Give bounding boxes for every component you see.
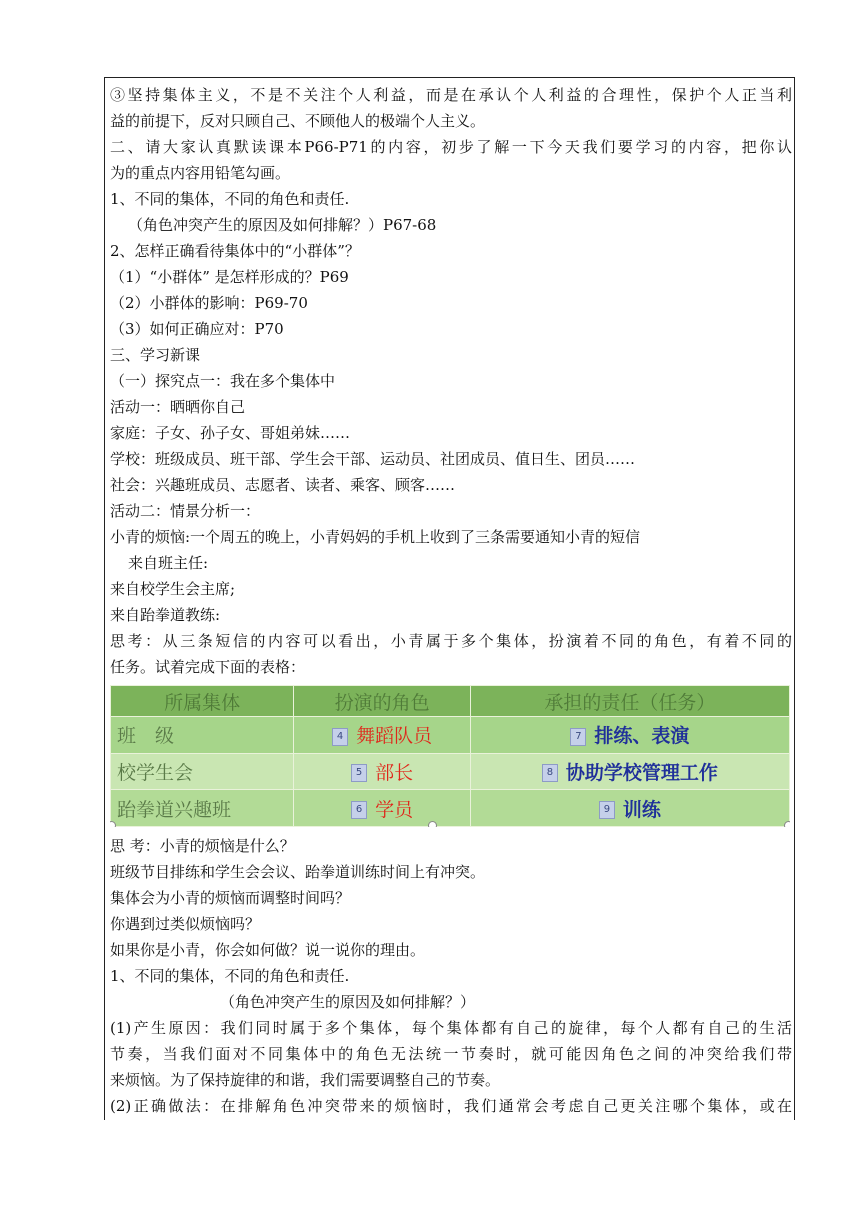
text-line: 来自校学生会主席; <box>110 580 236 598</box>
resize-handle <box>110 821 116 827</box>
text-line: 二、请大家认真默读课本P66-P71的内容，初步了解一下今天我们要学习的内容，把你认 <box>110 138 792 156</box>
text-line: 活动一：晒晒你自己 <box>110 398 246 416</box>
text-line: （1）“小群体” 是怎样形成的？P69 <box>110 268 349 286</box>
text-line: 活动二：情景分析一： <box>110 502 261 520</box>
text-line: 2、怎样正确看待集体中的“小群体”？ <box>110 242 360 260</box>
duty-cell <box>470 790 789 827</box>
number-badge: 4 <box>332 728 348 746</box>
role-cell <box>294 717 471 754</box>
number-badge: 5 <box>351 764 367 782</box>
header-cell: 承担的责任（任务） <box>470 686 789 717</box>
table-screenshot-image <box>110 685 790 827</box>
text-line: 节奏，当我们面对不同集体中的角色无法统一节奏时，就可能因角色之间的冲突给我们带 <box>110 1045 792 1063</box>
table-row <box>111 790 790 827</box>
text-line: 任务。试着完成下面的表格： <box>110 658 306 676</box>
duty-cell <box>470 717 789 754</box>
text-line: 小青的烦恼:一个周五的晚上，小青妈妈的手机上收到了三条需要通知小青的短信 <box>110 528 641 546</box>
section-heading: 三、学习新课 <box>110 346 201 364</box>
number-badge: 9 <box>599 801 615 819</box>
role-text: 部长 <box>375 761 414 784</box>
text-line: （2）小群体的影响：P69-70 <box>110 294 308 312</box>
text-line: 思 考：小青的烦恼是什么？ <box>110 837 295 855</box>
table-row <box>111 717 790 754</box>
duty-text: 训练 <box>622 798 661 821</box>
text-line: 家庭：子女、孙子女、哥姐弟妹…… <box>110 424 351 442</box>
text-line: 集体会为小青的烦恼而调整时间吗？ <box>110 889 351 907</box>
header-cell: 扮演的角色 <box>294 686 471 717</box>
header-cell: 所属集体 <box>111 686 294 717</box>
text-line: 社会：兴趣班成员、志愿者、读者、乘客、顾客…… <box>110 476 456 494</box>
text-line: 益的前提下，反对只顾自己、不顾他人的极端个人主义。 <box>110 112 486 130</box>
group-cell: 班 级 <box>111 717 294 754</box>
text-line: （角色冲突产生的原因及如何排解？） <box>220 993 476 1011</box>
number-badge: 7 <box>570 728 586 746</box>
text-line: ③坚持集体主义，不是不关注个人利益，而是在承认个人利益的合理性，保护个人正当利 <box>110 86 792 104</box>
role-table <box>110 685 790 827</box>
text-line: （3）如何正确应对：P70 <box>110 320 284 338</box>
text-line: (1)产生原因：我们同时属于多个集体，每个集体都有自己的旋律，每个人都有自己的生活 <box>110 1019 792 1037</box>
text-line: （一）探究点一：我在多个集体中 <box>110 372 336 390</box>
text-line: （角色冲突产生的原因及如何排解？）P67-68 <box>128 216 437 234</box>
resize-handle <box>784 821 790 827</box>
text-line: 为的重点内容用铅笔勾画。 <box>110 164 291 182</box>
role-cell <box>294 753 471 790</box>
table-row <box>111 753 790 790</box>
duty-cell <box>470 753 789 790</box>
role-table-header <box>111 686 790 717</box>
text-line: 来自跆拳道教练: <box>110 606 221 624</box>
duty-text: 协助学校管理工作 <box>565 761 718 784</box>
number-badge: 6 <box>351 801 367 819</box>
text-line: 如果你是小青，你会如何做？说一说你的理由。 <box>110 941 426 959</box>
role-text: 舞蹈队员 <box>356 725 433 748</box>
text-line: 来自班主任: <box>128 554 209 572</box>
document-content <box>110 82 792 1119</box>
text-line: 学校：班级成员、班干部、学生会干部、运动员、社团成员、值日生、团员…… <box>110 450 636 468</box>
text-line: 来烦恼。为了保持旋律的和谐，我们需要调整自己的节奏。 <box>110 1071 501 1089</box>
text-line: 班级节目排练和学生会会议、跆拳道训练时间上有冲突。 <box>110 863 486 881</box>
role-cell <box>294 790 471 827</box>
group-cell: 校学生会 <box>111 753 294 790</box>
text-line: 思考：从三条短信的内容可以看出，小青属于多个集体，扮演着不同的角色，有着不同的 <box>110 632 792 650</box>
resize-handle <box>428 821 437 827</box>
text-line: (2)正确做法：在排解角色冲突带来的烦恼时，我们通常会考虑自己更关注哪个集体，或在 <box>110 1097 792 1115</box>
text-line: 1、不同的集体，不同的角色和责任. <box>110 190 350 208</box>
group-cell: 跆拳道兴趣班 <box>111 790 294 827</box>
number-badge: 8 <box>542 764 558 782</box>
text-line: 你遇到过类似烦恼吗？ <box>110 915 261 933</box>
role-text: 学员 <box>375 798 414 821</box>
text-line: 1、不同的集体，不同的角色和责任. <box>110 967 350 985</box>
duty-text: 排练、表演 <box>594 725 690 748</box>
